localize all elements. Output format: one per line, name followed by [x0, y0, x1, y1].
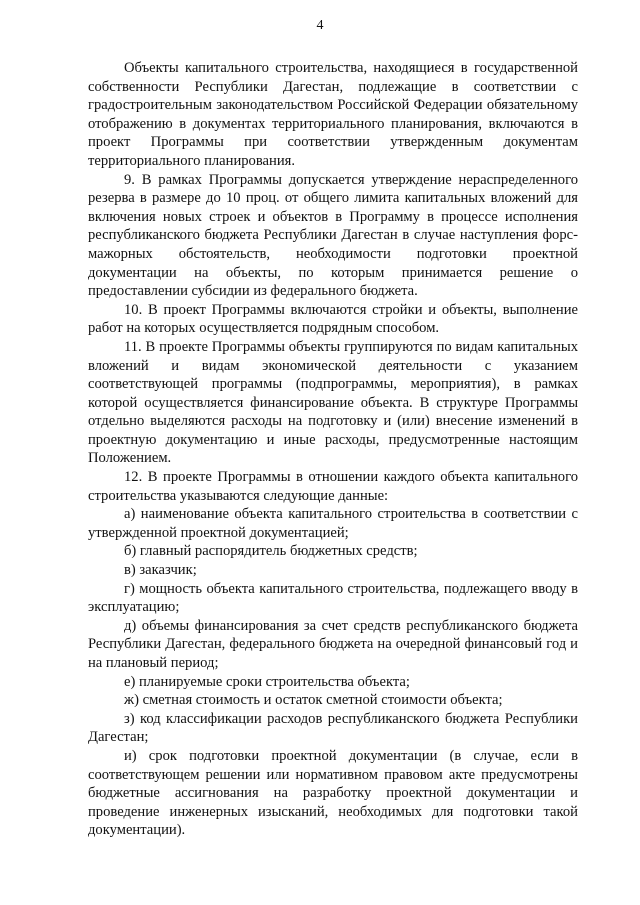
paragraph-9-reserve: 9. В рамках Программы допускается утверждение нераспределенного резерва в размере до 10 проц. от общего лимита капитальных вложений для включения новых строек и объектов в Программу в процессе исполнения республиканского бюджета Республики Дагестан в случае наступления форс-мажорных обстоятельств, необходимости подготовки проектной документации на объекты, по которым принимается решение о предоставлении субсидии из федерального бюджета. [88, 171, 578, 300]
list-item-g: г) мощность объекта капитального строительства, подлежащего вводу в эксплуатацию; [88, 580, 578, 616]
paragraph-12-object-data: 12. В проекте Программы в отношении каждого объекта капитального строительства указываются следующие данные: [88, 469, 578, 504]
paragraph-10-contract-works: 10. В проект Программы включаются стройки и объекты, выполнение работ на которых осуществляется подрядным способом. [88, 301, 578, 337]
list-item-zh: ж) сметная стоимость и остаток сметной стоимости объекта; [124, 692, 503, 709]
list-item-e: е) планируемые сроки строительства объекта; [124, 673, 410, 690]
page-number: 4 [316, 18, 324, 33]
list-item-b: б) главный распорядитель бюджетных средств; [124, 543, 418, 560]
list-item-a: а) наименование объекта капитального строительства в соответствии с утвержденной проектной документацией; [88, 506, 578, 541]
list-item-z: з) код классификации расходов республиканского бюджета Республики Дагестан; [88, 710, 578, 746]
document-body [88, 59, 578, 840]
paragraph-11-grouping: 11. В проекте Программы объекты группируются по видам капитальных вложений и видам экономической деятельности с указанием соответствующей программы (подпрограммы, мероприятия), в рамках которой осуществляется финансирование объекта. В структуре Программы отдельно выделяются расходы на подготовку и (или) внесение изменений в проектную документацию и иные расходы, предусмотренные настоящим Положением. [88, 338, 578, 467]
list-item-v: в) заказчик; [124, 562, 197, 579]
paragraph-objects-state-property: Объекты капитального строительства, находящиеся в государственной собственности Республики Дагестан, подлежащие в соответствии с градостроительным законодательством Российской Федерации обязательному отображению в документах территориального планирования, включаются в проект Программы при соответствии утвержденным документам территориального планирования. [88, 60, 578, 169]
list-item-i: и) срок подготовки проектной документации (в случае, если в соответствующем решении или нормативном правовом акте предусмотрены бюджетные ассигнования на разработку проектной документации и проведение инженерных изысканий, необходимых для подготовки такой документации). [88, 747, 578, 839]
list-item-d: д) объемы финансирования за счет средств республиканского бюджета Республики Дагестан, федерального бюджета на очередной финансовый год и на плановый период; [88, 617, 578, 671]
